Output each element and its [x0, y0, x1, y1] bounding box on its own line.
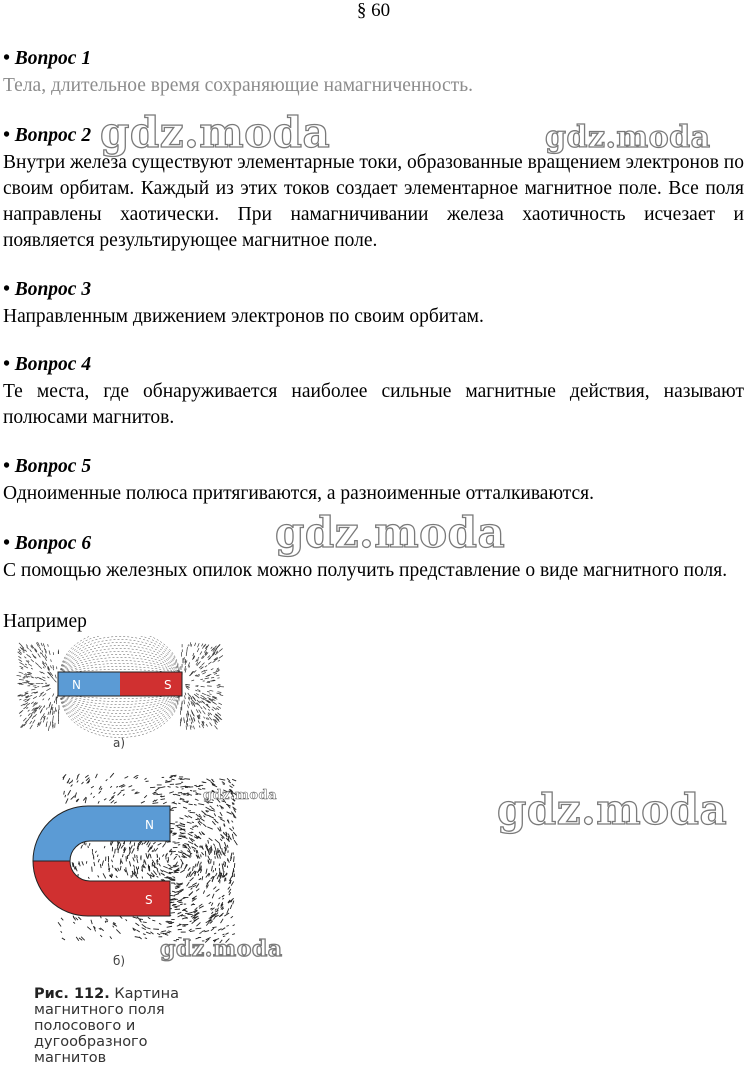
question-5-answer: Одноименные полюса притягиваются, а разноименные отталкиваются. [3, 483, 595, 504]
magnet-field-illustration [0, 636, 260, 976]
figure-a-label: а) [113, 736, 126, 750]
watermark: gdz.moda [497, 785, 728, 834]
figure-caption-number: Рис. 112. [34, 986, 110, 1002]
question-4-answer: Те места, где обнаруживается наиболее сильные магнитные действия, называют полюсами магнитов. [3, 381, 744, 428]
figure-caption [34, 986, 224, 1066]
question-3-answer: Направленным движением электронов по своим орбитам. [3, 306, 484, 327]
watermark: gdz.moda [100, 108, 331, 157]
question-6-label: • Вопрос 6 [3, 533, 92, 554]
horseshoe-s-label: S [145, 893, 153, 907]
bar-magnet-north [58, 672, 120, 696]
watermark: gdz.moda [160, 936, 283, 962]
question-3-label: • Вопрос 3 [3, 279, 92, 300]
question-1-answer: Тела, длительное время сохраняющие намагниченность. [3, 75, 473, 96]
section-number: § 60 [356, 0, 391, 21]
bar-magnet-s-label: S [164, 678, 172, 692]
watermark: gdz.moda [275, 508, 506, 557]
question-1-label: • Вопрос 1 [3, 48, 92, 69]
figure-b-label: б) [113, 954, 126, 968]
watermark: gdz.moda [545, 120, 711, 155]
horseshoe-n-label: N [145, 818, 154, 832]
figure-caption-text: Картина магнитного поля полосового и дугообразного магнитов [34, 986, 179, 1066]
horseshoe-magnet [33, 806, 170, 916]
question-6-answer: С помощью железных опилок можно получить представление о виде магнитного поля. [3, 560, 728, 581]
question-4-label: • Вопрос 4 [3, 354, 92, 375]
watermark: gdz.moda [203, 788, 278, 803]
example-label: Например [3, 611, 87, 632]
bar-magnet-n-label: N [72, 678, 81, 692]
horseshoe-north-arm [33, 806, 170, 861]
bar-magnet-south [120, 672, 182, 696]
question-2-answer: Внутри железа существуют элементарные токи, образованные вращением электронов по своим орбитам. Каждый из этих токов создает элементарное магнитное поле. Все поля направлены хаотически. При намагничивании железа хаотичность исчезает и появляется результирующее магнитное поле. [3, 152, 744, 251]
question-5-label: • Вопрос 5 [3, 456, 92, 477]
bar-magnet [58, 672, 182, 696]
question-2-label: • Вопрос 2 [3, 125, 92, 146]
